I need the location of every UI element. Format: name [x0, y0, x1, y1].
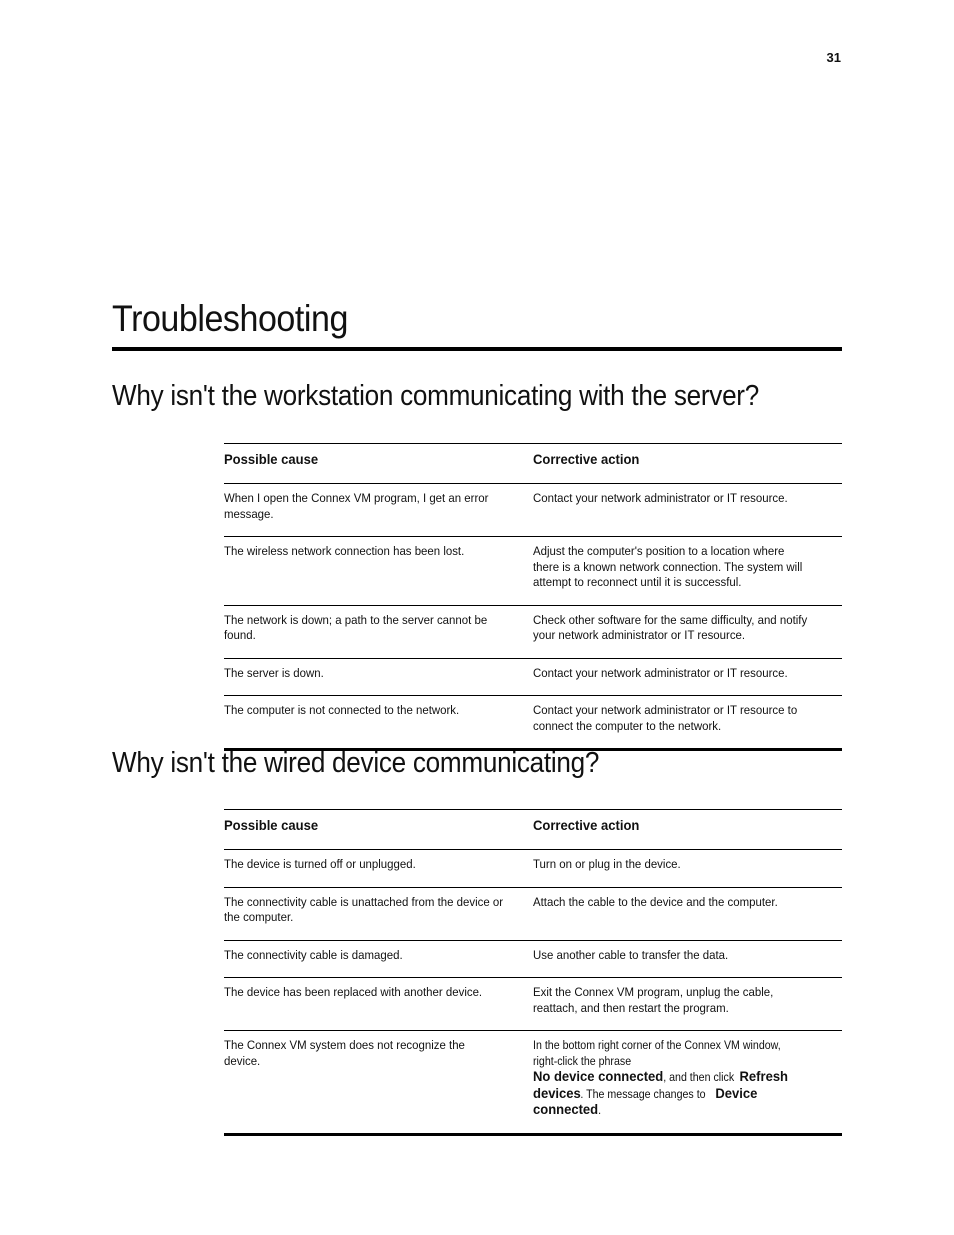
- table-row: [224, 484, 842, 537]
- ui-term-no-device-connected: No device connected: [533, 1068, 664, 1084]
- action-cell: Use another cable to transfer the data.: [533, 940, 842, 978]
- section-heading-wired-device: Why isn't the wired device communicating?: [112, 747, 600, 779]
- table-row: [224, 850, 842, 888]
- action-cell: Turn on or plug in the device.: [533, 850, 842, 888]
- cause-cell: When I open the Connex VM program, I get an error message.: [224, 484, 533, 537]
- table-row: [224, 978, 842, 1031]
- cause-cell: The connectivity cable is unattached from the device or the computer.: [224, 887, 533, 940]
- cause-cell: The device has been replaced with another device.: [224, 978, 533, 1031]
- cause-cell: The device is turned off or unplugged.: [224, 850, 533, 888]
- action-cell: Contact your network administrator or IT resource to connect the computer to the network.: [533, 696, 842, 750]
- column-header-cause: Possible cause: [224, 444, 533, 484]
- chapter-title: Troubleshooting: [112, 298, 348, 339]
- ui-term-refresh-devices: Refresh devices: [533, 1068, 789, 1101]
- table-row: [224, 658, 842, 696]
- column-header-action: Corrective action: [533, 810, 842, 850]
- table-row: [224, 887, 842, 940]
- cause-cell: The computer is not connected to the network.: [224, 696, 533, 750]
- ui-term-device-connected: Device connected: [533, 1084, 758, 1117]
- action-cell: Exit the Connex VM program, unplug the cable, reattach, and then restart the program.: [533, 978, 842, 1031]
- workstation-troubleshooting-table: [224, 443, 842, 751]
- table-row: [224, 940, 842, 978]
- table-row: [224, 696, 842, 750]
- page-number: 31: [826, 50, 841, 65]
- cause-cell: The network is down; a path to the server cannot be found.: [224, 605, 533, 658]
- section-heading-workstation: Why isn't the workstation communicating with the server?: [112, 380, 759, 412]
- table-header-row: [224, 444, 842, 484]
- table-header-row: [224, 810, 842, 850]
- action-cell: Adjust the computer's position to a location where there is a known network connection. The system will attempt to reconnect until it is successful.: [533, 537, 842, 606]
- cause-cell: The server is down.: [224, 658, 533, 696]
- action-text: In the bottom right corner of the Connex VM window, right-click the phraseNo device connected, and then clickRefresh devices. The message changes toDevice connected.: [533, 1038, 789, 1117]
- table-row: [224, 537, 842, 606]
- action-cell: Contact your network administrator or IT resource.: [533, 658, 842, 696]
- chapter-title-rule: [112, 347, 842, 351]
- action-cell: Check other software for the same difficulty, and notify your network administrator or IT resource.: [533, 605, 842, 658]
- table-row: [224, 1031, 842, 1135]
- action-cell: [533, 1031, 842, 1135]
- cause-cell: The connectivity cable is damaged.: [224, 940, 533, 978]
- cause-cell: The Connex VM system does not recognize the device.: [224, 1031, 533, 1135]
- column-header-action: Corrective action: [533, 444, 842, 484]
- action-cell: Attach the cable to the device and the computer.: [533, 887, 842, 940]
- action-cell: Contact your network administrator or IT resource.: [533, 484, 842, 537]
- cause-cell: The wireless network connection has been lost.: [224, 537, 533, 606]
- column-header-cause: Possible cause: [224, 810, 533, 850]
- wired-device-troubleshooting-table: [224, 809, 842, 1136]
- table-row: [224, 605, 842, 658]
